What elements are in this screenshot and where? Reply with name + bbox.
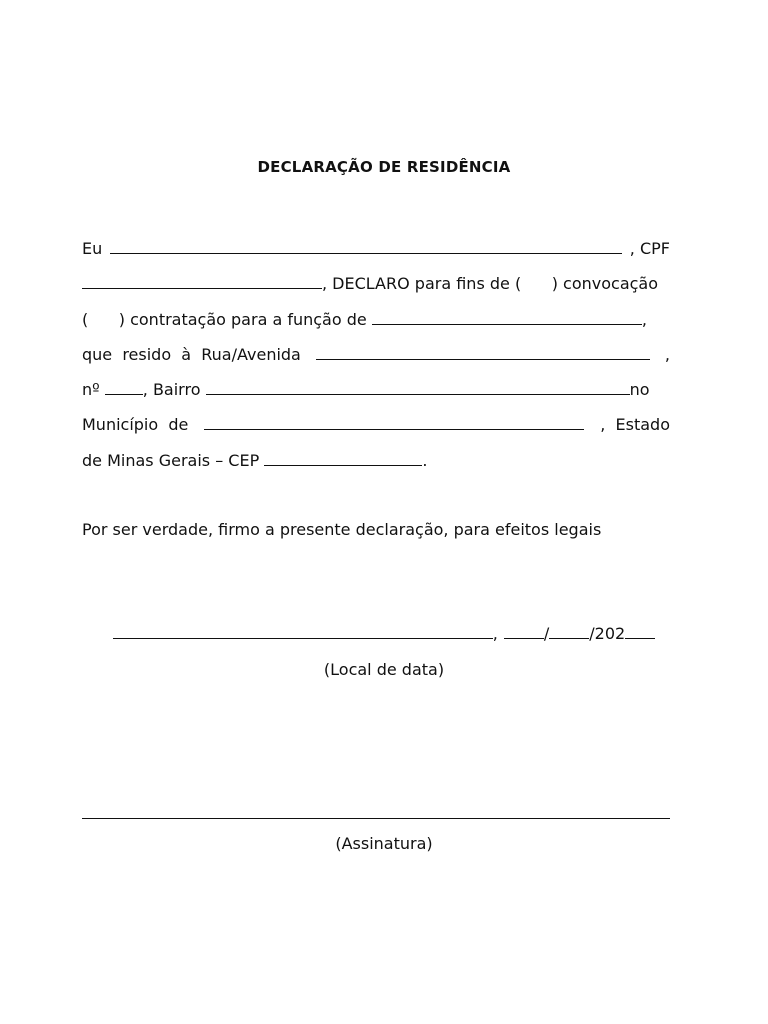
- blank-name[interactable]: [110, 238, 622, 254]
- line-cep: [82, 450, 670, 472]
- signature-line[interactable]: [82, 818, 670, 819]
- text-municipio: Município de: [82, 415, 189, 434]
- text-contratacao: ( ) contratação para a função de: [82, 310, 367, 329]
- blank-day[interactable]: [504, 623, 544, 639]
- blank-cep[interactable]: [264, 450, 422, 466]
- text-bairro: , Bairro: [142, 380, 201, 399]
- date-slash-1: /: [543, 624, 550, 643]
- text-no: no: [629, 380, 650, 399]
- date-line: [0, 623, 768, 645]
- blank-function[interactable]: [372, 309, 642, 325]
- text-comma3: ,: [641, 310, 647, 329]
- line-street: [82, 344, 670, 366]
- line-cpf: [82, 273, 670, 295]
- signature-caption: (Assinatura): [335, 834, 433, 853]
- text-declaro: , DECLARO para fins de ( ) convocação: [322, 274, 659, 293]
- line-municipio: [82, 414, 670, 436]
- text-numero: nº: [82, 380, 100, 399]
- text-eu: Eu: [82, 239, 103, 258]
- document-title: DECLARAÇÃO DE RESIDÊNCIA: [257, 158, 511, 176]
- closing-text: Por ser verdade, firmo a presente declaração, para efeitos legais: [82, 520, 602, 539]
- text-comma4: ,: [664, 345, 670, 364]
- date-comma: ,: [492, 624, 498, 643]
- blank-year[interactable]: [625, 623, 655, 639]
- text-estado: , Estado: [600, 415, 670, 434]
- date-caption: (Local de data): [323, 660, 445, 679]
- line-number-bairro: [82, 379, 670, 401]
- blank-bairro[interactable]: [206, 379, 630, 395]
- blank-municipio[interactable]: [204, 414, 584, 430]
- text-cpf: , CPF: [629, 239, 670, 258]
- blank-street[interactable]: [316, 344, 650, 360]
- date-slash-2: /: [589, 624, 595, 643]
- blank-cpf[interactable]: [82, 273, 322, 289]
- line-function: [82, 309, 670, 331]
- blank-month[interactable]: [549, 623, 589, 639]
- line-name: [82, 238, 670, 260]
- date-year: 202: [594, 624, 626, 643]
- blank-local[interactable]: [113, 623, 493, 639]
- text-minas-cep: de Minas Gerais – CEP: [82, 451, 260, 470]
- blank-number[interactable]: [105, 379, 143, 395]
- text-resido: que resido à Rua/Avenida: [82, 345, 301, 364]
- text-period: .: [422, 451, 428, 470]
